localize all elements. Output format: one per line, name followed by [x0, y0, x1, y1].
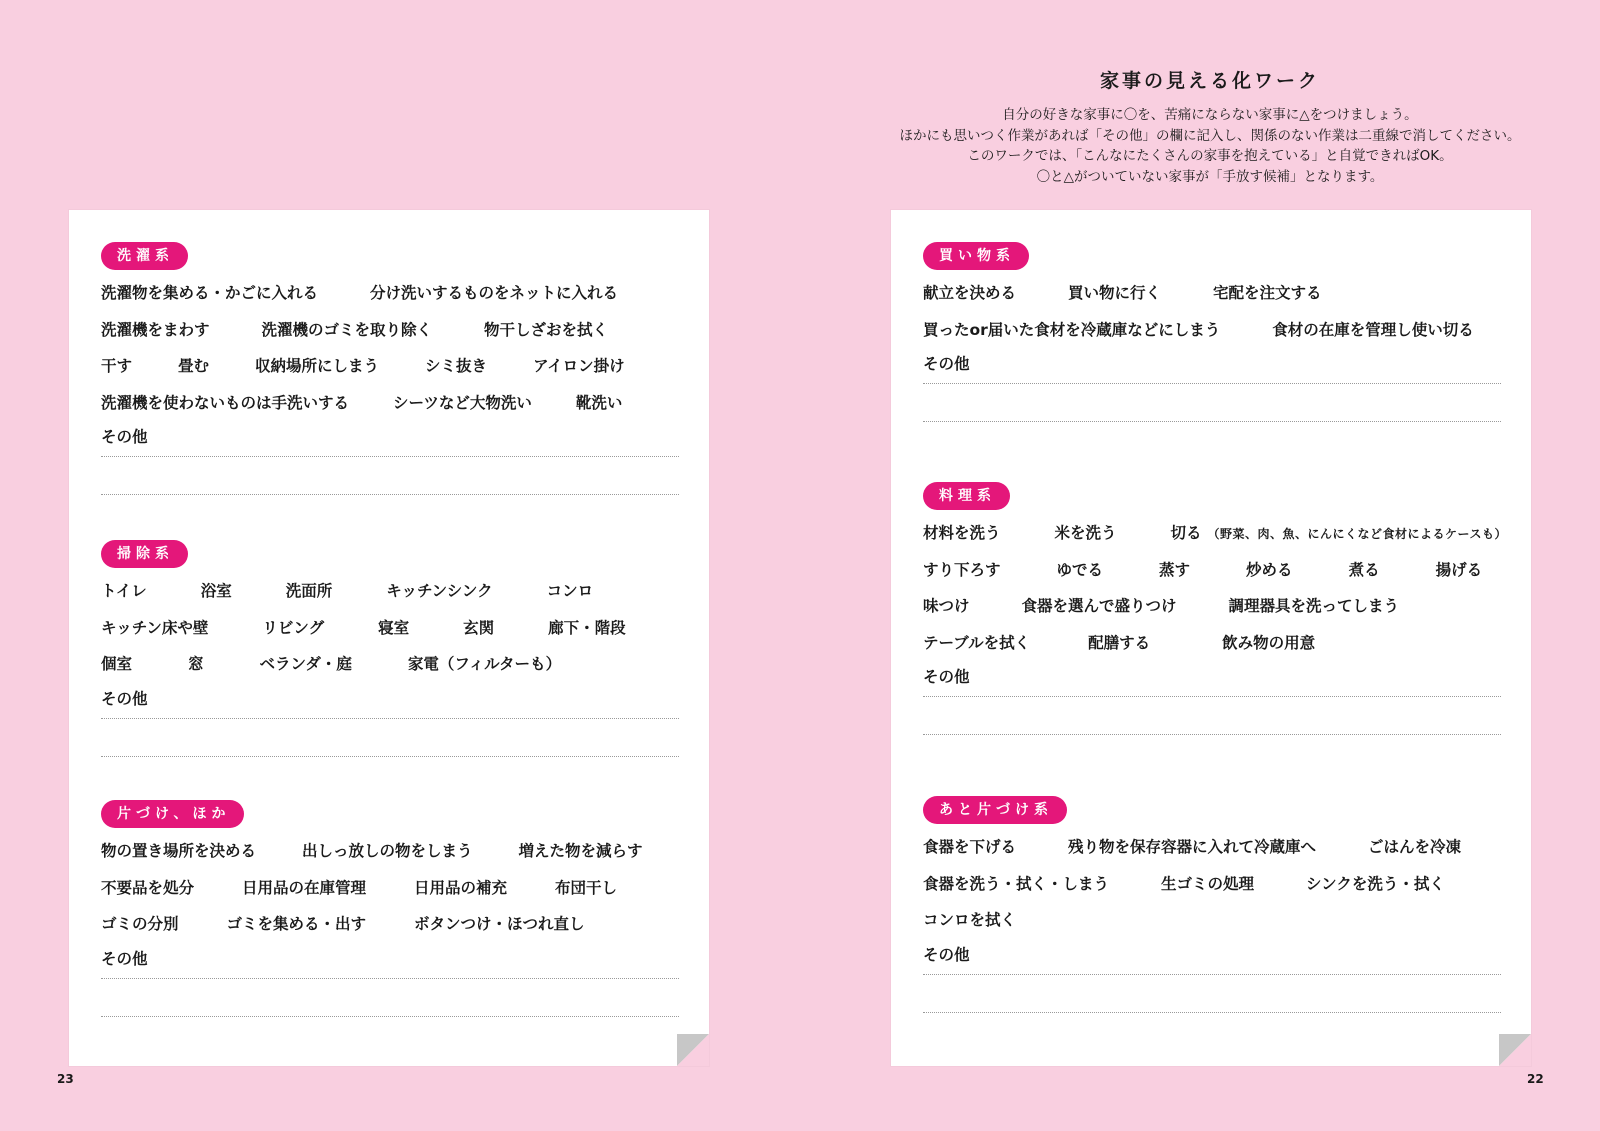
chore-row — [101, 645, 681, 682]
write-in-line[interactable] — [101, 494, 679, 495]
chore-row — [101, 384, 681, 421]
instruction-line: ほかにも思いつく作業があれば「その他」の欄に記入し、関係のない作業は二重線で消してください。 — [899, 127, 1521, 144]
chore-item[interactable]: 洗濯機をまわす — [101, 320, 210, 339]
chore-item[interactable]: ゴミを集める・出す — [226, 915, 367, 934]
right-worksheet — [891, 210, 1531, 1066]
chore-row — [101, 311, 681, 348]
chore-item[interactable]: 窓 — [188, 655, 204, 674]
chore-item[interactable]: 浴室 — [200, 582, 232, 601]
chore-item[interactable]: 廊下・階段 — [548, 618, 626, 637]
chore-row — [923, 587, 1503, 624]
other-label: その他 — [101, 689, 148, 708]
chore-item[interactable]: 分け洗いするものをネットに入れる — [370, 284, 619, 303]
instruction-line: 自分の好きな家事に〇を、苦痛にならない家事に△をつけましょう。 — [1002, 107, 1418, 123]
chore-item[interactable]: 煮る — [1348, 560, 1380, 579]
chore-row — [101, 347, 681, 384]
section-shopping — [923, 242, 1503, 422]
chore-item[interactable]: すり下ろす — [923, 560, 1001, 579]
chore-item[interactable]: 家電（フィルターも） — [407, 655, 562, 674]
chore-item[interactable]: 洗濯機のゴミを取り除く — [261, 320, 433, 339]
chore-row — [101, 832, 681, 869]
chore-item[interactable]: ごはんを冷凍 — [1368, 838, 1462, 857]
chore-item[interactable]: 物の置き場所を決める — [101, 842, 257, 861]
write-in-line[interactable] — [923, 974, 1501, 975]
write-in-line[interactable] — [923, 421, 1501, 422]
chore-item[interactable]: 買い物に行く — [1068, 284, 1162, 303]
page-curl-shadow — [1499, 1034, 1531, 1066]
write-in-line[interactable] — [923, 696, 1501, 697]
instruction-line: このワークでは、「こんなにたくさんの家事を抱えている」と自覚できればOK。 — [967, 148, 1453, 164]
work-header — [880, 66, 1540, 187]
chore-row — [923, 624, 1503, 661]
write-in-line[interactable] — [101, 756, 679, 757]
other-label: その他 — [101, 428, 148, 447]
chore-item[interactable]: 物干しざおを拭く — [484, 320, 609, 339]
chore-item[interactable]: 不要品を処分 — [101, 878, 195, 897]
chore-item[interactable]: 日用品の在庫管理 — [242, 878, 367, 897]
chore-item[interactable]: シミ抜き — [425, 357, 488, 376]
chore-item[interactable]: 出しっ放しの物をしまう — [302, 842, 473, 861]
chore-item[interactable]: トイレ — [101, 582, 147, 601]
section-badge: 買い物系 — [923, 242, 1029, 270]
chore-row — [923, 865, 1503, 902]
chore-item[interactable]: 食器を洗う・拭く・しまう — [923, 874, 1110, 893]
chore-item[interactable]: 食器を下げる — [923, 838, 1017, 857]
section-cooking — [923, 482, 1507, 735]
chore-item[interactable]: 米を洗う — [1054, 524, 1117, 543]
chore-item[interactable]: 洗濯機を使わないものは手洗いする — [101, 394, 350, 413]
write-in-line[interactable] — [923, 383, 1501, 384]
chore-item[interactable]: コンロ — [546, 582, 594, 601]
chore-item[interactable]: 配膳する — [1088, 634, 1151, 653]
chore-item[interactable]: 個室 — [101, 655, 133, 674]
chore-row — [101, 274, 681, 311]
other-label: その他 — [101, 949, 148, 968]
chore-row — [101, 905, 681, 942]
chore-item-label: 切る — [1170, 524, 1202, 543]
chore-row — [101, 609, 681, 646]
chore-item[interactable]: ゆでる — [1056, 560, 1104, 579]
write-in-line[interactable] — [101, 978, 679, 979]
page-title: 家事の見える化ワーク — [1099, 70, 1320, 92]
section-laundry — [101, 242, 681, 495]
other-label: その他 — [923, 945, 970, 964]
chore-note: （野菜、肉、魚、にんにくなど食材によるケースも） — [1207, 527, 1507, 542]
chore-item[interactable]: キッチン床や壁 — [101, 618, 209, 637]
chore-item[interactable]: シンクを洗う・拭く — [1306, 874, 1445, 893]
section-cleaning — [101, 540, 681, 757]
chore-item[interactable]: 干す — [101, 357, 133, 376]
chore-item[interactable]: 味つけ — [923, 597, 970, 616]
write-in-line[interactable] — [101, 718, 679, 719]
section-badge: あと片づけ系 — [923, 796, 1067, 824]
section-badge: 掃除系 — [101, 540, 188, 568]
page-curl-shadow — [677, 1034, 709, 1066]
section-badge: 片づけ、ほか — [101, 800, 244, 828]
chore-item[interactable]: 収納場所にしまう — [255, 357, 380, 376]
chore-row — [923, 901, 1503, 938]
section-badge: 洗濯系 — [101, 242, 188, 270]
chore-item[interactable]: ベランダ・庭 — [259, 655, 352, 674]
chore-item[interactable]: 日用品の補充 — [414, 878, 508, 897]
chore-item[interactable]: テーブルを拭く — [923, 634, 1031, 653]
chore-item[interactable]: 買ったor届いた食材を冷蔵庫などにしまう — [923, 320, 1221, 339]
chore-item[interactable]: 洗面所 — [285, 582, 333, 601]
other-label: その他 — [923, 355, 970, 374]
section-badge: 料理系 — [923, 482, 1010, 510]
section-cleanup — [923, 796, 1503, 1013]
write-in-line[interactable] — [923, 734, 1501, 735]
write-in-line[interactable] — [101, 1016, 679, 1017]
chore-item[interactable]: 材料を洗う — [923, 524, 1001, 543]
chore-item[interactable]: 布団干し — [555, 878, 618, 897]
chore-row — [923, 551, 1503, 588]
chore-row — [923, 514, 1507, 551]
chore-item[interactable] — [1171, 521, 1507, 543]
chore-item[interactable]: 寝室 — [378, 618, 410, 637]
instruction-line: 〇と△がついていない家事が「手放す候補」となります。 — [1036, 168, 1384, 185]
chore-item[interactable]: 生ゴミの処理 — [1161, 874, 1255, 893]
chore-item[interactable]: 食器を選んで盛りつけ — [1021, 597, 1177, 616]
other-label: その他 — [923, 668, 970, 687]
chore-row — [923, 274, 1503, 311]
left-worksheet — [69, 210, 709, 1066]
chore-row — [101, 869, 681, 906]
chore-item[interactable]: コンロを拭く — [923, 911, 1017, 930]
chore-item[interactable]: 献立を決める — [923, 284, 1017, 303]
chore-item[interactable]: 畳む — [178, 357, 210, 376]
chore-item[interactable]: 残り物を保存容器に入れて冷蔵庫へ — [1068, 838, 1317, 857]
chore-item[interactable]: 炒める — [1246, 560, 1293, 579]
chore-item[interactable]: 揚げる — [1435, 560, 1483, 579]
chore-row — [923, 828, 1503, 865]
chore-item[interactable]: 蒸す — [1159, 560, 1191, 579]
chore-item[interactable]: ボタンつけ・ほつれ直し — [414, 915, 585, 934]
chore-row — [923, 311, 1503, 348]
chore-item[interactable]: リビング — [262, 618, 325, 637]
chore-item[interactable]: 玄関 — [463, 618, 495, 637]
chore-item[interactable]: 靴洗い — [575, 394, 623, 413]
chore-item[interactable]: 増えた物を減らす — [518, 842, 643, 861]
page-number-right: 22 — [1527, 1072, 1544, 1086]
chore-item[interactable]: 飲み物の用意 — [1222, 634, 1316, 653]
chore-item[interactable]: 洗濯物を集める・かごに入れる — [101, 284, 319, 303]
chore-item[interactable]: 宅配を注文する — [1213, 284, 1322, 303]
chore-item[interactable]: キッチンシンク — [386, 582, 493, 601]
chore-row — [101, 572, 681, 609]
chore-item[interactable]: アイロン掛け — [533, 357, 625, 376]
write-in-line[interactable] — [923, 1012, 1501, 1013]
chore-item[interactable]: 食材の在庫を管理し使い切る — [1272, 320, 1474, 339]
chore-item[interactable]: シーツなど大物洗い — [393, 394, 532, 413]
chore-item[interactable]: 調理器具を洗ってしまう — [1228, 597, 1400, 616]
section-tidying — [101, 800, 681, 1017]
chore-item[interactable]: ゴミの分別 — [101, 915, 179, 934]
write-in-line[interactable] — [101, 456, 679, 457]
page-number-left: 23 — [57, 1072, 74, 1086]
